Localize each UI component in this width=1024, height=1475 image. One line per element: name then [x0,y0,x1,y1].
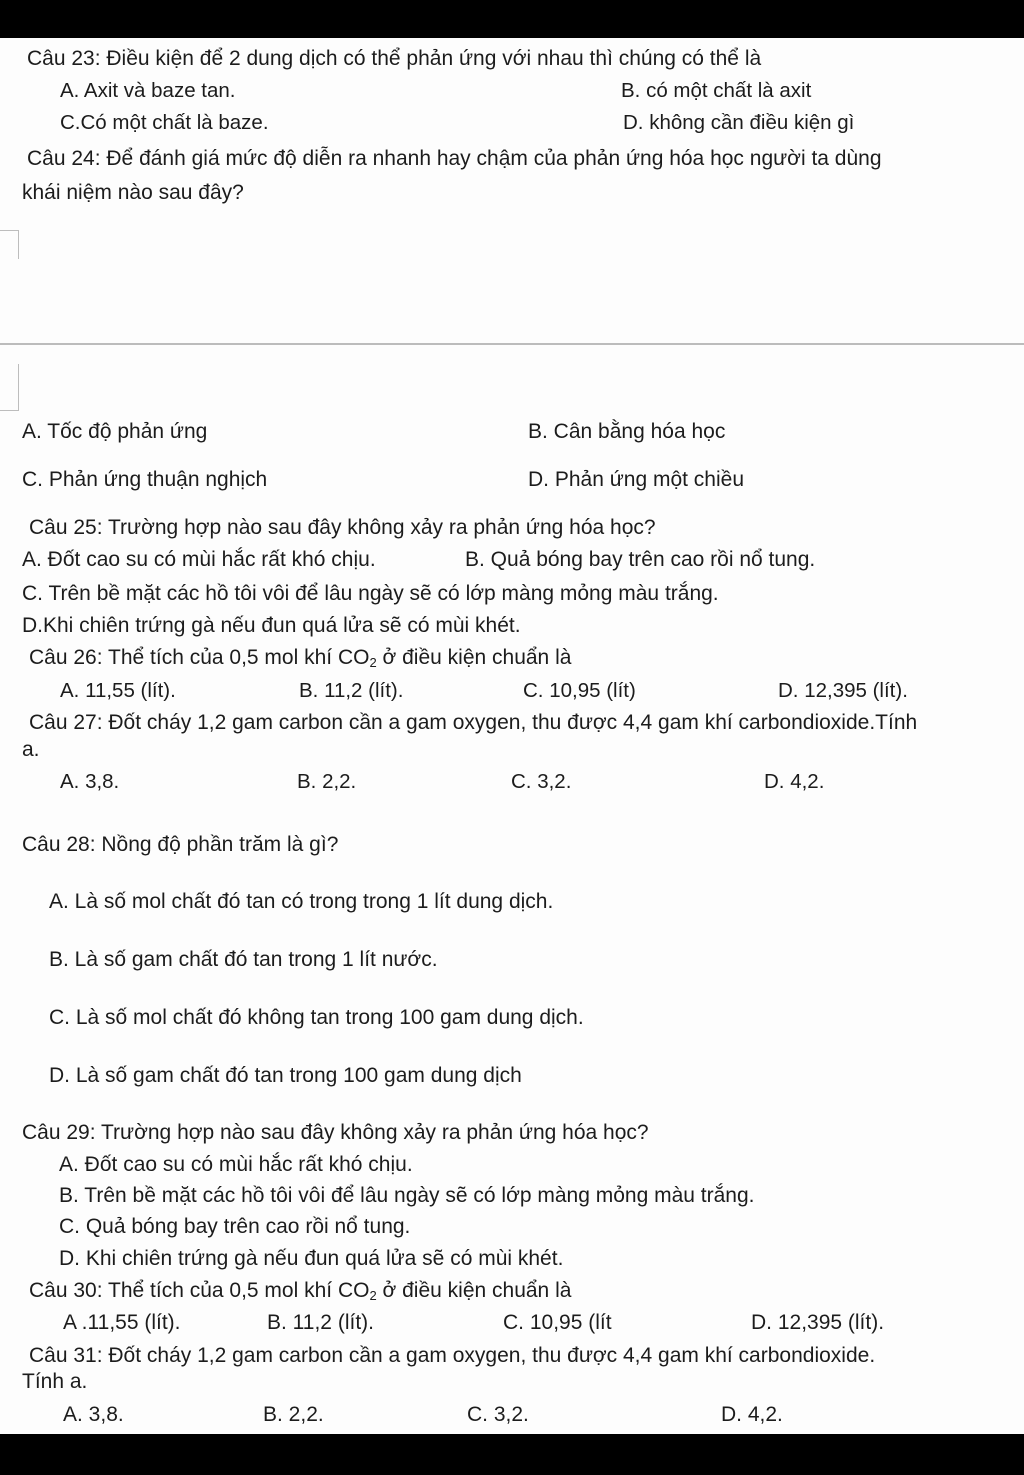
document-page [0,38,1024,1434]
question-29-option-d: D. Khi chiên trứng gà nếu đun quá lửa sẽ có mùi khét. [59,1247,564,1270]
question-25-option-b: B. Quả bóng bay trên cao rồi nổ tung. [465,548,816,571]
page-corner-mark [0,364,19,411]
question-31-title-line2: Tính a. [22,1370,88,1393]
question-24-title: Câu 24: Để đánh giá mức độ diễn ra nhanh hay chậm của phản ứng hóa học người ta dùng [27,147,882,170]
question-30-option-a: A .11,55 (lít). [63,1311,181,1334]
page-corner-mark [0,230,19,259]
question-25-option-d: D.Khi chiên trứng gà nếu đun quá lửa sẽ có mùi khét. [22,614,521,637]
question-28-option-d: D. Là số gam chất đó tan trong 100 gam dung dịch [49,1064,522,1087]
question-25-title: Câu 25: Trường hợp nào sau đây không xảy ra phản ứng hóa học? [29,516,656,539]
question-31-option-c: C. 3,2. [467,1403,529,1426]
question-31-option-b: B. 2,2. [263,1403,324,1426]
question-30-title: Câu 30: Thể tích của 0,5 mol khí $CO_2$ ở điều kiện chuẩn là [29,1279,572,1303]
question-29-option-c: C. Quả bóng bay trên cao rồi nổ tung. [59,1215,411,1238]
question-24-option-b: B. Cân bằng hóa học [528,420,726,443]
question-23-option-d: D. không cần điều kiện gì [623,111,855,134]
question-24-option-c: C. Phản ứng thuận nghịch [22,468,268,491]
question-27-option-b: B. 2,2. [297,770,357,793]
question-28-option-b: B. Là số gam chất đó tan trong 1 lít nước. [49,948,438,971]
question-24-title-line2: khái niệm nào sau đây? [22,181,244,204]
question-31-option-d: D. 4,2. [721,1403,783,1426]
question-26-option-b: B. 11,2 (lít). [299,679,404,702]
question-28-option-c: C. Là số mol chất đó không tan trong 100 gam dung dịch. [49,1006,584,1029]
question-30-option-c: C. 10,95 (lít [503,1311,612,1334]
question-29-option-a: A. Đốt cao su có mùi hắc rất khó chịu. [59,1153,413,1176]
question-27-option-c: C. 3,2. [511,770,572,793]
question-24-option-d: D. Phản ứng một chiều [528,468,745,491]
question-29-title: Câu 29: Trường hợp nào sau đây không xảy ra phản ứng hóa học? [22,1121,649,1144]
question-23-option-c: C.Có một chất là baze. [60,111,269,134]
question-28-option-a: A. Là số mol chất đó tan có trong trong 1 lít dung dịch. [49,890,554,913]
question-29-option-b: B. Trên bề mặt các hồ tôi vôi để lâu ngày sẽ có lớp màng mỏng màu trắng. [59,1184,755,1207]
question-25-option-a: A. Đốt cao su có mùi hắc rất khó chịu. [22,548,376,571]
question-25-option-c: C. Trên bề mặt các hồ tôi vôi để lâu ngày sẽ có lớp màng mỏng màu trắng. [22,582,719,605]
question-26-option-a: A. 11,55 (lít). [60,679,176,702]
question-30-option-b: B. 11,2 (lít). [267,1311,374,1334]
question-28-title: Câu 28: Nồng độ phần trăm là gì? [22,833,339,856]
question-23-option-b: B. có một chất là axit [621,79,812,102]
question-26-title: Câu 26: Thể tích của 0,5 mol khí $CO_2$ ở điều kiện chuẩn là [29,646,572,670]
question-31-option-a: A. 3,8. [63,1403,124,1426]
page-break-line [0,343,1024,345]
question-31-title: Câu 31: Đốt cháy 1,2 gam carbon cần a gam oxygen, thu được 4,4 gam khí carbondioxide. [29,1344,876,1367]
question-27-option-d: D. 4,2. [764,770,825,793]
question-23-option-a: A. Axit và baze tan. [60,79,236,102]
question-24-option-a: A. Tốc độ phản ứng [22,420,208,443]
question-26-option-d: D. 12,395 (lít). [778,679,908,702]
question-23-title: Câu 23: Điều kiện để 2 dung dịch có thể phản ứng với nhau thì chúng có thể là [27,47,762,70]
question-27-title: Câu 27: Đốt cháy 1,2 gam carbon cần a gam oxygen, thu được 4,4 gam khí carbondioxide.Tính [29,711,918,734]
question-27-title-line2: a. [22,738,40,761]
question-26-option-c: C. 10,95 (lít) [523,679,636,702]
question-27-option-a: A. 3,8. [60,770,120,793]
question-30-option-d: D. 12,395 (lít). [751,1311,885,1334]
